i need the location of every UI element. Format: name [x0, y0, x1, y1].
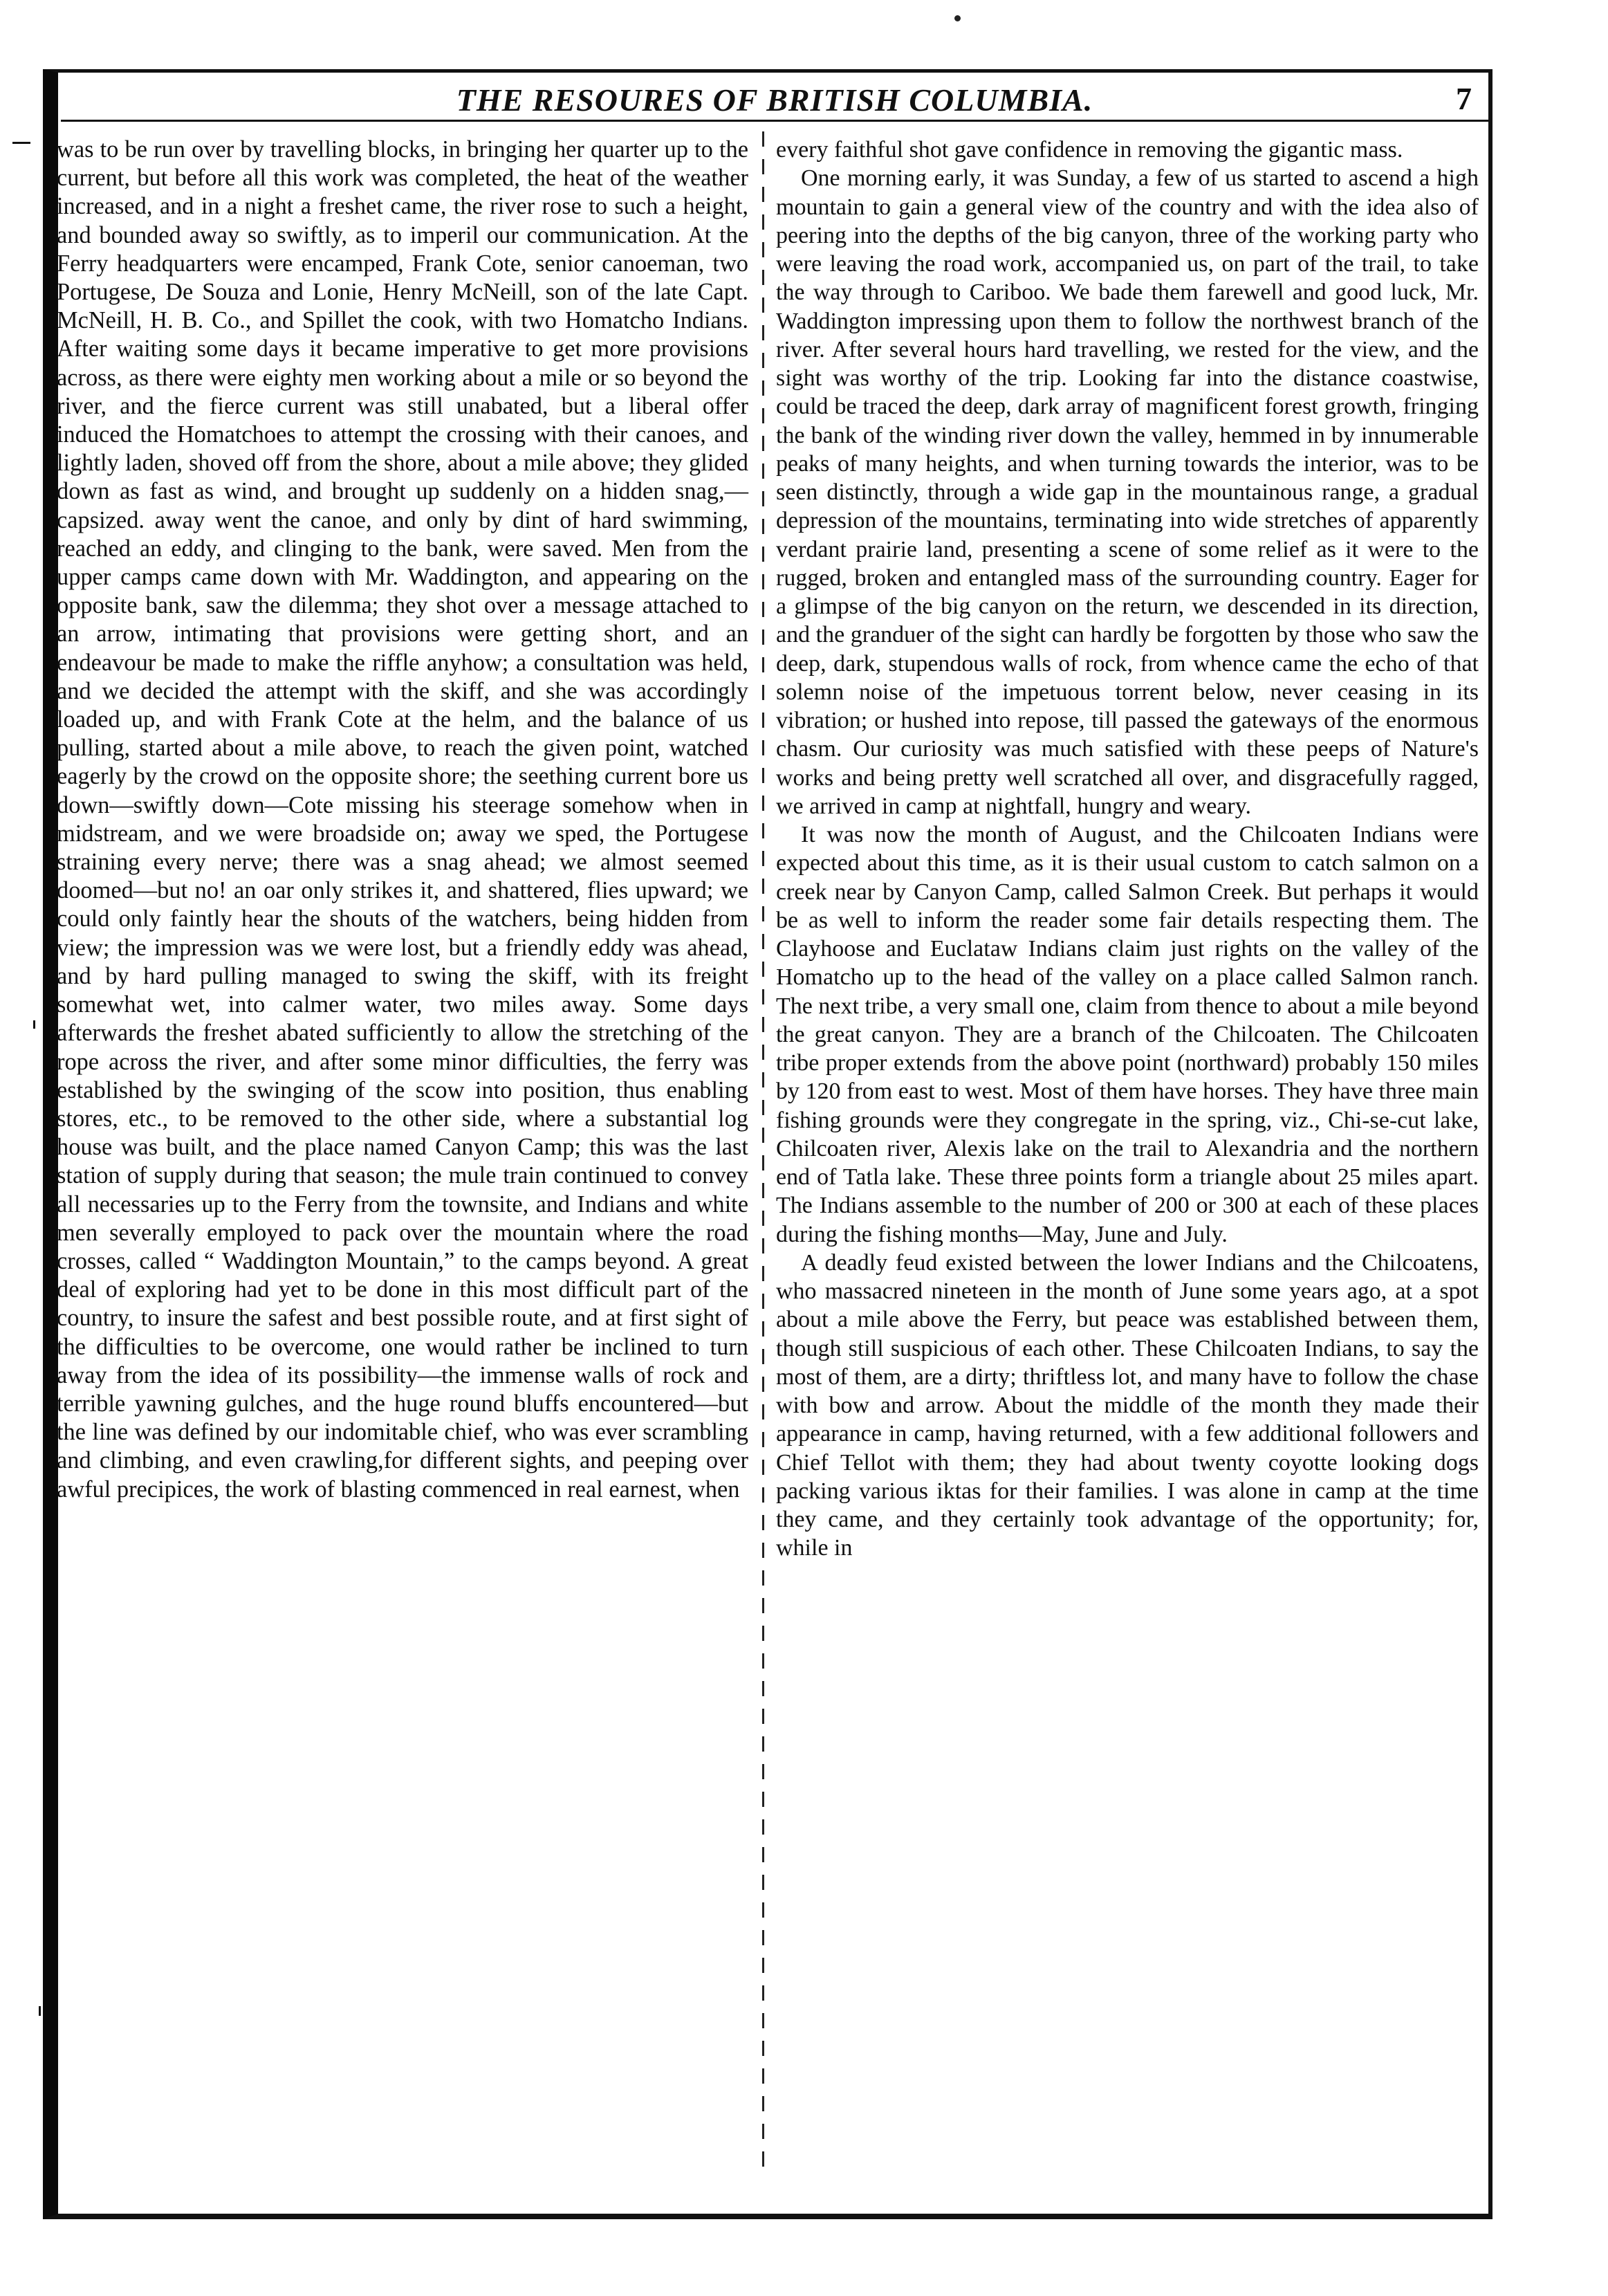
paragraph: every faithful shot gave confidence in removing the gigantic mass. [776, 137, 1403, 163]
running-title: THE RESOURES OF BRITISH COLUMBIA. [456, 82, 1093, 118]
left-column [57, 136, 748, 1504]
page-number: 7 [1456, 81, 1472, 116]
margin-tick [33, 1020, 35, 1029]
column-divider [762, 131, 764, 2179]
paragraph: A deadly feud existed between the lower Indians and the Chilcoatens, who massacred nineteen in the month of June some years ago, at a spot about a mile above the Ferry, but peace was established between them, though still suspicious of each other. These Chilcoaten Indians, to say the most of them, are a dirty; thriftless lot, and many have to follow the chase with bow and arrow. About the middle of the month they made their appearance in camp, having returned, with a few additional followers and Chief Tellot with them; they had about twenty coyotte looking dogs packing various iktas for their families. I was alone in camp at the time they came, and they certainly took advantage of the opportunity; for, while in [776, 1249, 1479, 1561]
paragraph: One morning early, it was Sunday, a few of us started to ascend a high mountain to gain a general view of the country and with the idea also of peering into the depths of the big canyon, three of the working party who were leaving the road work, accompanied us, on part of the trail, to take the way through to Cariboo. We bade them farewell and good luck, Mr. Waddington impressing upon them to follow the northwest branch of the river. After several hours hard travelling, we rested for the view, and the sight was worthy of the trip. Looking far into the distance coastwise, could be traced the deep, dark array of magnificent forest growth, fringing the bank of the winding river down the valley, hemmed in by innumerable peaks of many heights, and when turning towards the interior, was to be seen distinctly, through a wide gap in the mountainous range, a gradual depression of the mountains, terminating into wide stretches of apparently verdant prairie land, presenting a scene of some relief as it were to the rugged, broken and entangled mass of the surrounding country. Eager for a glimpse of the big canyon on the return, we descended in its direction, and the granduer of the sight can hardly be forgotten by those who saw the deep, dark, stupendous walls of rock, from whence came the echo of that solemn noise of the impetuous torrent below, never ceasing in its vibration; or hushed into repose, till passed the gateways of the enormous chasm. Our curiosity was much satisfied with these peeps of Nature's works and being pretty well scratched all over, and disgracefully ragged, we arrived in camp at nightfall, hungry and weary. [776, 165, 1479, 819]
ink-speck [954, 15, 961, 21]
right-column [776, 136, 1479, 1563]
paragraph: It was now the month of August, and the Chilcoaten Indians were expected about this time, as it is their usual custom to catch salmon on a creek near by Canyon Camp, called Salmon Creek. But perhaps it would be as well to inform the reader some fair details respecting them. The Clayhoose and Euclataw Indians claim just rights on the valley of the Homatcho up to the head of the valley on a place called Salmon ranch. The next tribe, a very small one, claim from thence to about a mile beyond the great canyon. They are a branch of the Chilcoaten. The Chilcoaten tribe proper extends from the above point (northward) probably 150 miles by 120 from east to west. Most of them have horses. They have three main fishing grounds were they congregate in the spring, viz., Chi-se-cut lake, Chilcoaten river, Alexis lake on the trail to Alexandria and the northern end of Tatla lake. These three points form a triangle about 25 miles apart. The Indians assemble to the number of 200 or 300 at each of these places during the fishing months—May, June and July. [776, 822, 1479, 1247]
running-header [61, 77, 1488, 122]
margin-tick [12, 142, 30, 144]
paragraph: was to be run over by travelling blocks, in bringing her quarter up to the current, but before all this work was completed, the heat of the weather increased, and in a night a freshet came, the river rose to such a height, and bounded away so swiftly, as to imperil our communication. At the Ferry headquarters were encamped, Frank Cote, senior canoeman, two Portugese, De Souza and Lonie, Henry McNeill, son of the late Capt. McNeill, H. B. Co., and Spillet the cook, with two Homatcho Indians. After waiting some days it became imperative to get more provisions across, as there were eighty men working about a mile or so beyond the river, and the fierce current was still unabated, but a liberal offer induced the Homatchoes to attempt the crossing with their canoes, and lightly laden, shoved off from the shore, about a mile above; they glided down as fast as wind, and brought up suddenly on a hidden snag,—capsized. away went the canoe, and only by dint of hard swimming, reached an eddy, and clinging to the bank, were saved. Men from the upper camps came down with Mr. Waddington, and appearing on the opposite bank, saw the dilemma; they shot over a message attached to an arrow, intimating that provisions were getting short, and an endeavour be made to make the riffle anyhow; a consultation was held, and we decided the attempt with the skiff, and she was accordingly loaded up, and with Frank Cote at the helm, and the balance of us pulling, started about a mile above, to reach the given point, watched eagerly by the crowd on the opposite shore; the seething current bore us down—swiftly down—Cote missing his steerage somehow when in midstream, and we were broadside on; away we sped, the Portugese straining every nerve; there was a snag ahead; we almost seemed doomed—but no! an oar only strikes it, and shattered, flies upward; we could only faintly hear the shouts of the watchers, being hidden from view; the impression was we were lost, but a friendly eddy was ahead, and by hard pulling managed to swing the skiff, with its freight somewhat wet, into calmer water, two miles away. Some days afterwards the freshet abated sufficiently to allow the stretching of the rope across the river, and after some minor difficulties, the ferry was established by the swinging of the scow into position, thus enabling stores, etc., to be removed to the other side, where a substantial log house was built, and the place named Canyon Camp; this was the last station of supply during that season; the mule train continued to convey all necessaries up to the Ferry from the townsite, and Indians and white men severally employed to pack over the mountain where the road crosses, called “ Waddington Mountain,” to the camps beyond. A great deal of exploring had yet to be done in this most difficult part of the country, to insure the safest and best possible route, and at first sight of the difficulties to be overcome, one would rather be inclined to turn away from the idea of its possibility—the immense walls of rock and terrible yawning gulches, and the huge round bluffs encountered—but the line was defined by our indomitable chief, who was ever scrambling and climbing, and even crawling,for different sights, and peeping over awful precipices, the work of blasting commenced in real earnest, when [57, 136, 748, 1503]
margin-tick [39, 2006, 41, 2016]
